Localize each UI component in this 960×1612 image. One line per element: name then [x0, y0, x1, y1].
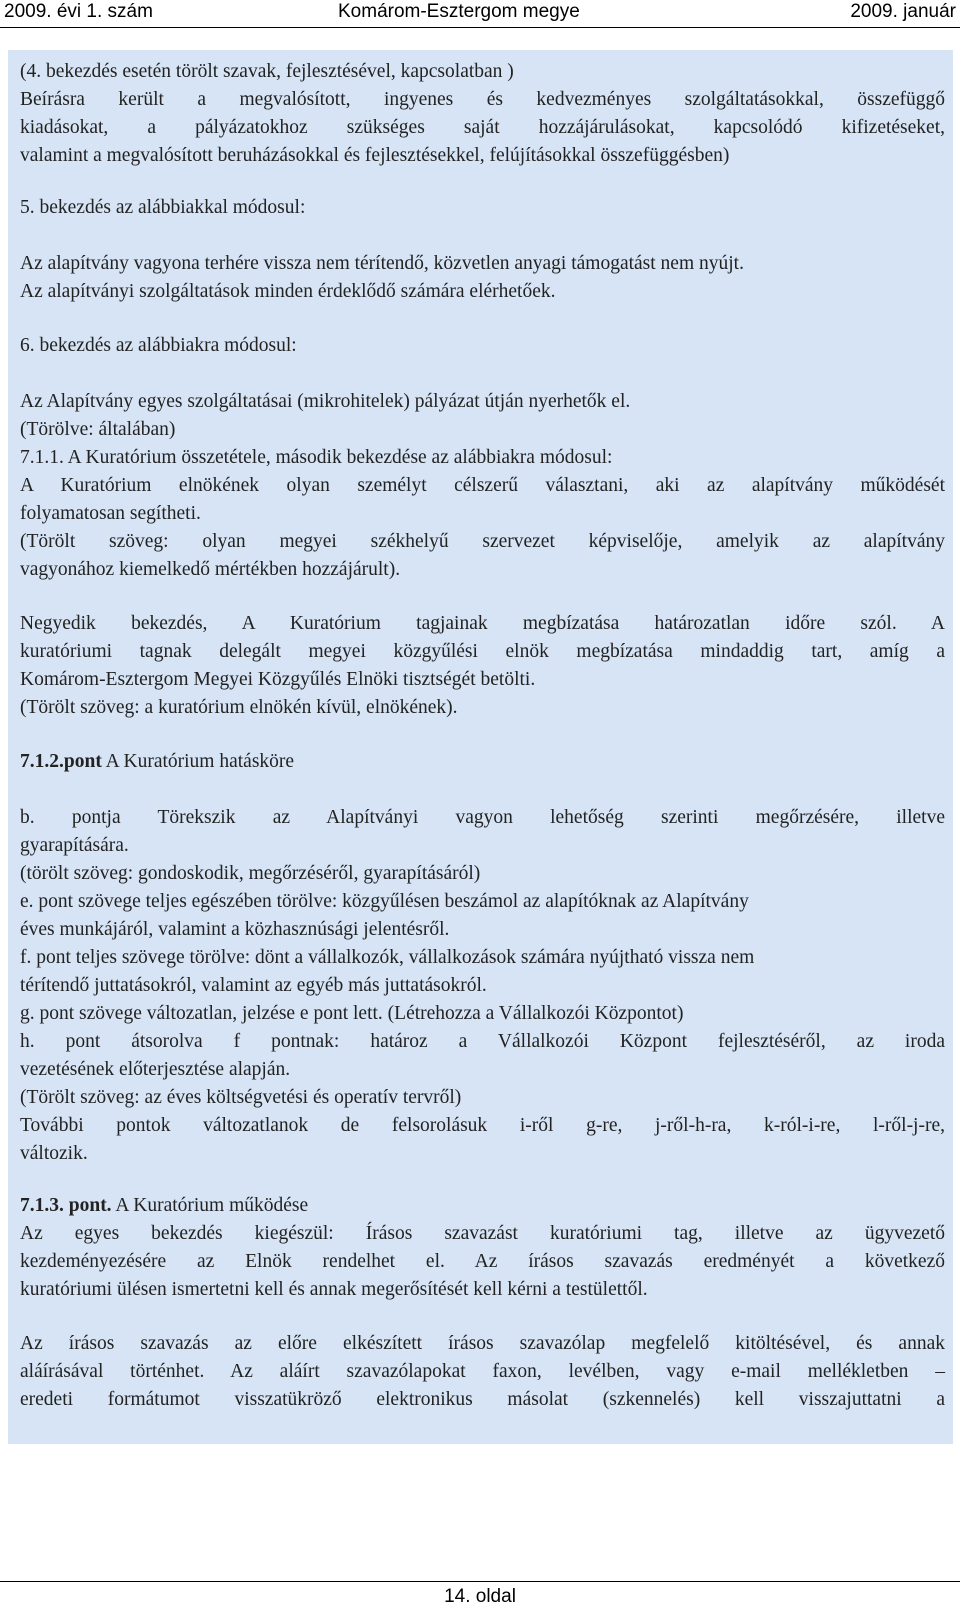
text-line: h. pont átsorolva f pontnak: határoz a Vállalkozói Központ fejlesztéséről, az iroda — [20, 1031, 945, 1052]
text-line: (Törölve: általában) — [20, 419, 176, 440]
text-line: gyarapítására. — [20, 835, 129, 856]
text-line: vezetésének előterjesztése alapján. — [20, 1059, 291, 1080]
text-line: 5. bekezdés az alábbiakkal módosul: — [20, 197, 306, 218]
text-line: A Kuratórium elnökének olyan személyt célszerű választani, aki az alapítvány működését — [20, 475, 945, 496]
header-divider — [0, 27, 960, 28]
date-label: 2009. január — [850, 1, 956, 22]
text-line: g. pont szövege változatlan, jelzése e pont lett. (Létrehozza a Vállalkozói Központot) — [20, 1003, 684, 1024]
text-line: Komárom-Esztergom Megyei Közgyűlés Elnöki tisztségét betölti. — [20, 669, 536, 690]
section-heading — [20, 748, 945, 776]
text-line: kuratóriumi ülésen ismertetni kell és annak megerősítését kell kérni a testülettől. — [20, 1279, 648, 1300]
text-line: Az írásos szavazás az előre elkészített írásos szavazólap megfelelő kitöltésével, és annak — [20, 1333, 945, 1354]
text-line: vagyonához kiemelkedő mértékben hozzájárult). — [20, 559, 401, 580]
section-number: 7.1.2.pont — [20, 751, 102, 772]
text-line: (4. bekezdés esetén törölt szavak, fejlesztésével, kapcsolatban ) — [20, 61, 514, 82]
text-line: eredeti formátumot visszatükröző elektronikus másolat (szkennelés) kell visszajuttatni a — [20, 1389, 945, 1410]
section-heading — [20, 1192, 945, 1220]
page-header — [0, 0, 960, 26]
text-line: kiadásokat, a pályázatokhoz szükséges saját hozzájárulásokat, kapcsolódó kifizetéseket, — [20, 117, 945, 138]
text-line: (Törölt szöveg: a kuratórium elnökén kívül, elnökének). — [20, 697, 458, 718]
page-number: 14. oldal — [444, 1586, 516, 1607]
text-line: Negyedik bekezdés, A Kuratórium tagjainak megbízatása határozatlan időre szól. A — [20, 613, 945, 634]
text-line: éves munkájáról, valamint a közhasznúsági jelentésről. — [20, 919, 450, 940]
text-line: 7.1.1. A Kuratórium összetétele, második bekezdése az alábbiakra módosul: — [20, 447, 613, 468]
text-line: f. pont teljes szövege törölve: dönt a vállalkozók, vállalkozások számára nyújtható vissza nem — [20, 947, 755, 968]
text-line: 6. bekezdés az alábbiakra módosul: — [20, 335, 297, 356]
footer-divider — [0, 1581, 960, 1582]
text-line: folyamatosan segítheti. — [20, 503, 201, 524]
scanned-document — [8, 50, 953, 1444]
section-number: 7.1.3. pont. — [20, 1195, 112, 1216]
region-label: Komárom-Esztergom megye — [338, 1, 580, 22]
text-line: változik. — [20, 1143, 88, 1164]
text-line: e. pont szövege teljes egészében törölve: közgyűlésen beszámol az alapítóknak az Alapítvány — [20, 891, 749, 912]
text-line: (Törölt szöveg: az éves költségvetési és operatív tervről) — [20, 1087, 462, 1108]
text-line: Az Alapítvány egyes szolgáltatásai (mikrohitelek) pályázat útján nyerhetők el. — [20, 391, 631, 412]
text-line: kuratóriumi tagnak delegált megyei közgyűlési elnök megbízatása mindaddig tart, amíg a — [20, 641, 945, 662]
text-line: aláírásával történhet. Az aláírt szavazólapokat faxon, levélben, vagy e-mail mellékletben – — [20, 1361, 945, 1382]
text-line: b. pontja Törekszik az Alapítványi vagyon lehetőség szerinti megőrzésére, illetve — [20, 807, 945, 828]
text-line: térítendő juttatásokról, valamint az egyéb más juttatásokról. — [20, 975, 487, 996]
text-line: További pontok változatlanok de felsorolásuk i-ről g-re, j-ről-h-ra, k-ról-i-re, l-ről-j-re, — [20, 1115, 945, 1136]
text-line: valamint a megvalósított beruházásokkal és fejlesztésekkel, felújításokkal összefüggésben) — [20, 145, 730, 166]
text-line: (Törölt szöveg: olyan megyei székhelyű szervezet képviselője, amelyik az alapítvány — [20, 531, 945, 552]
text-line: kezdeményezésére az Elnök rendelhet el. Az írásos szavazás eredményét a következő — [20, 1251, 945, 1272]
section-title: A Kuratórium hatásköre — [101, 751, 295, 772]
text-line: (törölt szöveg: gondoskodik, megőrzéséről, gyarapításáról) — [20, 863, 481, 884]
issue-label: 2009. évi 1. szám — [4, 1, 153, 22]
text-line: Az egyes bekezdés kiegészül: Írásos szavazást kuratóriumi tag, illetve az ügyvezető — [20, 1223, 945, 1244]
section-title: A Kuratórium működése — [111, 1195, 309, 1216]
text-line: Az alapítvány vagyona terhére vissza nem térítendő, közvetlen anyagi támogatást nem nyújt. — [20, 253, 744, 274]
text-line: Az alapítványi szolgáltatások minden érdeklődő számára elérhetőek. — [20, 281, 556, 302]
text-line: Beírásra került a megvalósított, ingyenes és kedvezményes szolgáltatásokkal, összefüggő — [20, 89, 945, 110]
